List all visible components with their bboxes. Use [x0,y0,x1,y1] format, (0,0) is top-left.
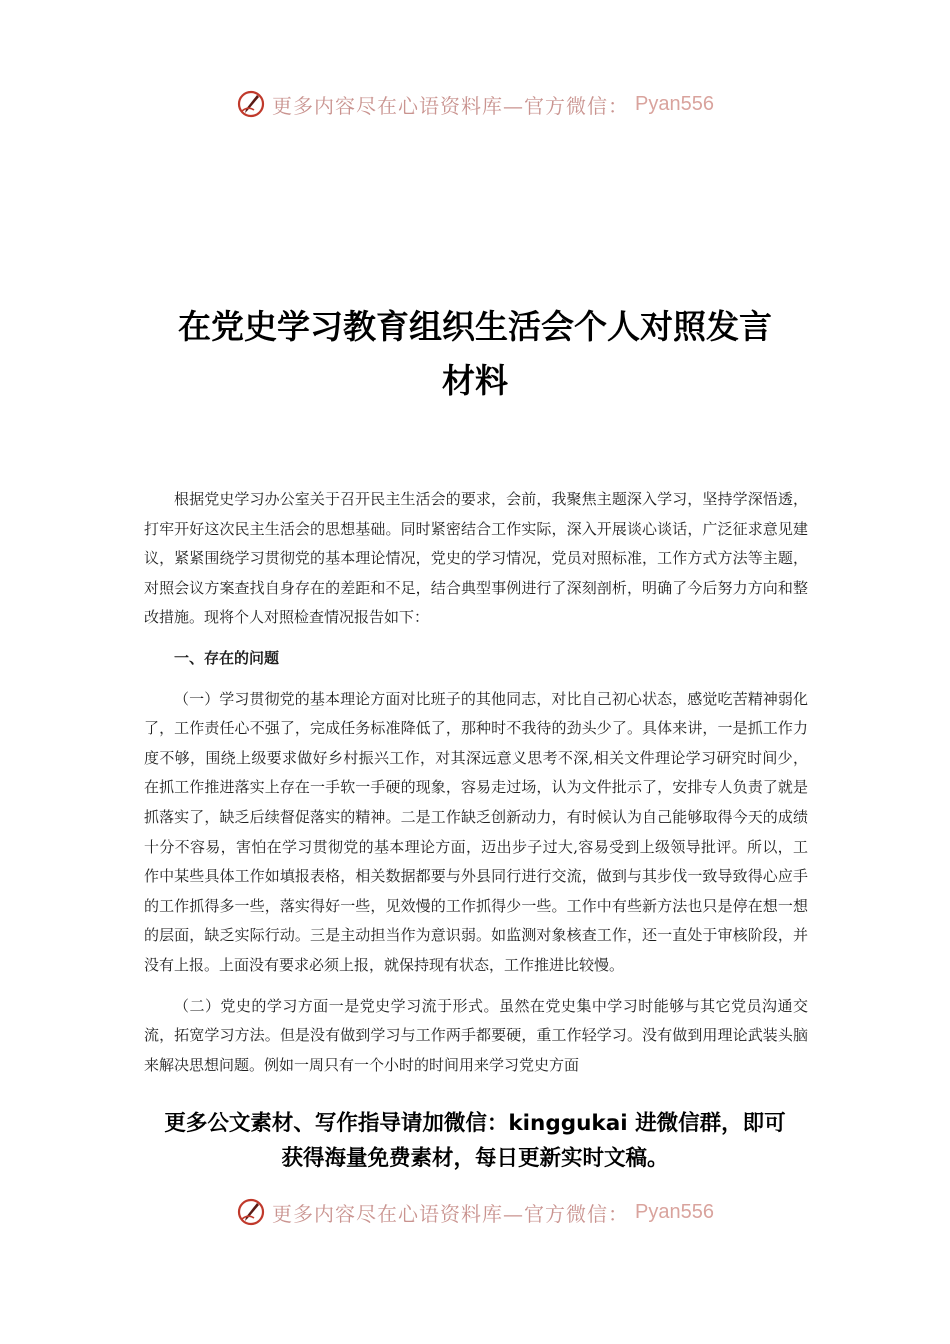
title-line-1: 在党史学习教育组织生活会个人对照发言 [178,307,772,346]
document-title [95,300,855,408]
footer-wechat-id: Pyan556 [635,1200,714,1223]
document-body [144,485,808,1080]
footer-banner-text: 更多内容尽在心语资料库—官方微信： [272,1201,630,1226]
section-heading: 一、存在的问题 [174,648,280,667]
footer-banner [0,1192,950,1232]
header-banner-text: 更多内容尽在心语资料库—官方微信： [272,93,630,118]
header-wechat-id: Pyan556 [635,92,714,115]
promo-notice [95,1106,855,1176]
quill-logo-icon [236,89,266,119]
body-paragraph-1: （一）学习贯彻党的基本理论方面对比班子的其他同志，对比自己初心状态，感觉吃苦精神弱化了，工作责任心不强了，完成任务标准降低了，那种时不我待的劲头少了。具体来讲，一是抓工作力度不够，围绕上级要求做好乡村振兴工作，对其深远意义思考不深,相关文件理论学习研究时间少，在抓工作推进落实上存在一手软一手硬的现象，容易走过场，认为文件批示了，安排专人负责了就是抓落实了，缺乏后续督促落实的精神。二是工作缺乏创新动力，有时候认为自己能够取得今天的成绩十分不容易，害怕在学习贯彻党的基本理论方面，迈出步子过大,容易受到上级领导批评。所以，工作中某些具体工作如填报表格，相关数据都要与外县同行进行交流，做到与其步伐一致导致得心应手的工作抓得多一些，落实得好一些，见效慢的工作抓得少一些。工作中有些新方法也只是停在想一想的层面，缺乏实际行动。三是主动担当作为意识弱。如监测对象核查工作，还一直处于审核阶段，并没有上报。上面没有要求必须上报，就保持现有状态，工作推进比较慢。 [144,689,808,974]
promo-line-1: 更多公文素材、写作指导请加微信：kinggukai 进微信群，即可 [164,1111,786,1136]
quill-logo-icon [236,1197,266,1227]
promo-line-2: 获得海量免费素材，每日更新实时文稿。 [281,1146,669,1171]
body-paragraph-2: （二）党史的学习方面一是党史学习流于形式。虽然在党史集中学习时能够与其它党员沟通交流，拓宽学习方法。但是没有做到学习与工作两手都要硬，重工作轻学习。没有做到用理论武装头脑来解决思想问题。例如一周只有一个小时的时间用来学习党史方面 [144,996,808,1074]
intro-paragraph: 根据党史学习办公室关于召开民主生活会的要求，会前，我聚焦主题深入学习，坚持学深悟透，打牢开好这次民主生活会的思想基础。同时紧密结合工作实际，深入开展谈心谈话，广泛征求意见建议，紧紧围绕学习贯彻党的基本理论情况，党史的学习情况，党员对照标准，工作方式方法等主题，对照会议方案查找自身存在的差距和不足，结合典型事例进行了深刻剖析，明确了今后努力方向和整改措施。现将个人对照检查情况报告如下： [144,490,808,627]
header-banner [0,84,950,124]
title-line-2: 材料 [442,361,508,400]
